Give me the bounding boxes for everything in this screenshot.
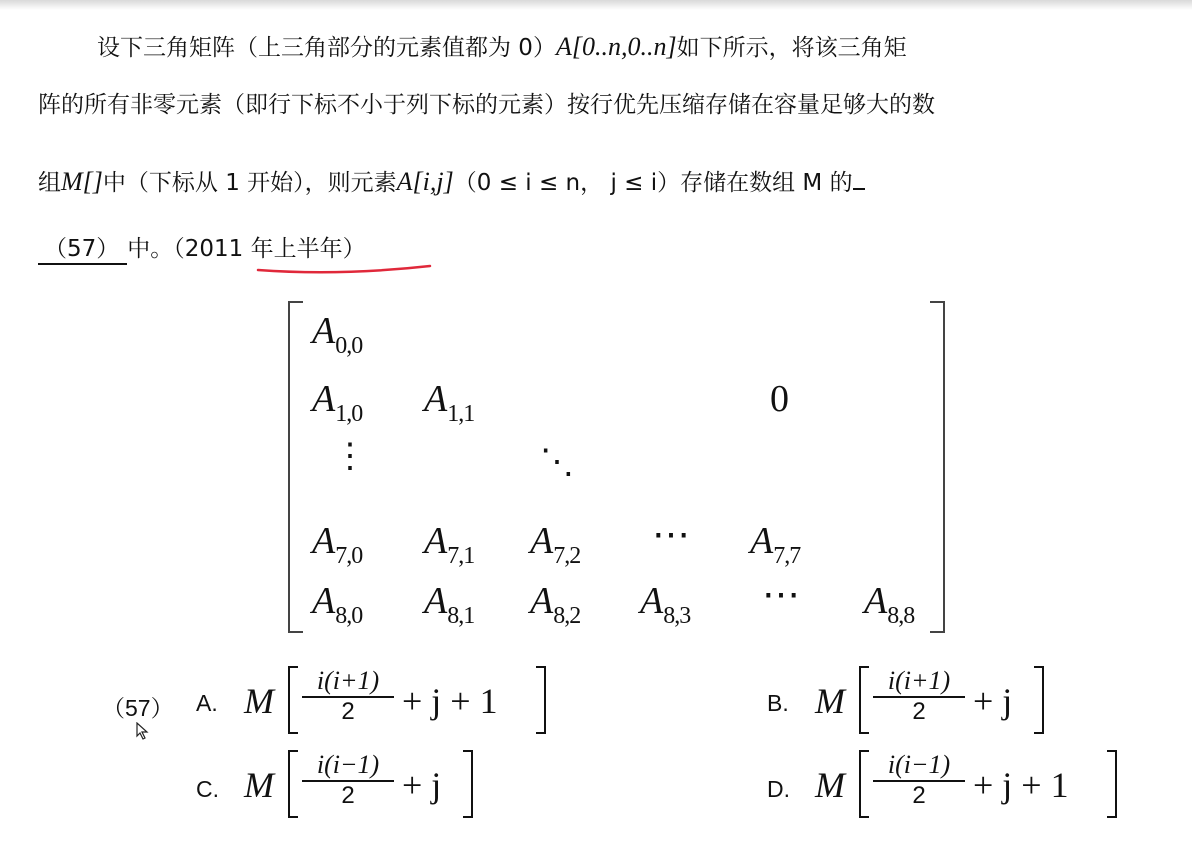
- element-a77: $A_{7,7}$: [750, 520, 801, 569]
- element-a88: $A_{8,8}$: [864, 580, 915, 629]
- element-a82: $A_{8,2}$: [530, 580, 581, 629]
- answer-blank: （57）: [38, 238, 127, 265]
- option-d-right-bracket: [1107, 750, 1117, 818]
- element-notation: A[i,j]: [396, 167, 454, 196]
- option-c-right-bracket: [463, 750, 473, 818]
- option-c-fraction: i(i−1) 2: [302, 750, 394, 810]
- vertical-dots: ⋮: [333, 438, 367, 475]
- option-d-left-bracket: [859, 750, 869, 818]
- line4-tail: 中。: [127, 236, 174, 262]
- option-b-fraction: i(i+1) 2: [873, 666, 965, 726]
- zero-upper: 0: [770, 378, 789, 420]
- mouse-cursor-icon: [136, 722, 150, 740]
- option-d-tail: + j + 1: [973, 765, 1069, 805]
- element-a83: $A_{8,3}$: [640, 580, 691, 629]
- element-a11: $A_{1,1}$: [424, 378, 475, 427]
- option-b-label: B.: [767, 690, 789, 716]
- horizontal-dots-row7: ⋯: [652, 514, 690, 556]
- question-number: （57）: [102, 695, 174, 721]
- line1-tail: 如下所示，将该三角矩: [676, 35, 907, 61]
- element-a72: $A_{7,2}$: [530, 520, 581, 569]
- element-a70: $A_{7,0}$: [312, 520, 363, 569]
- option-c-label: C.: [196, 776, 219, 802]
- year-note: （2011 年上半年）: [173, 236, 366, 262]
- option-b-tail: + j: [973, 681, 1013, 721]
- line3-c: （0 ≤ i ≤ n， j ≤ i）存储在数组 M 的: [453, 170, 853, 196]
- option-a-label: A.: [196, 690, 218, 716]
- option-d-label: D.: [767, 776, 790, 802]
- option-b-left-bracket: [859, 666, 869, 734]
- line3-a: 组: [38, 170, 61, 196]
- option-d-fraction: i(i−1) 2: [873, 750, 965, 810]
- matrix-notation: A[0..n,0..n]: [555, 32, 677, 61]
- option-a-right-bracket: [536, 666, 546, 734]
- element-a10: $A_{1,0}$: [312, 378, 363, 427]
- line1-text: 设下三角矩阵（上三角部分的元素值都为 0）: [97, 35, 556, 61]
- element-a81: $A_{8,1}$: [424, 580, 475, 629]
- option-a-tail: + j + 1: [402, 681, 498, 721]
- option-c-tail: + j: [402, 765, 442, 805]
- element-a80: $A_{8,0}$: [312, 580, 363, 629]
- horizontal-dots-row8: ⋯: [762, 574, 800, 616]
- option-a-fraction: i(i+1) 2: [302, 666, 394, 726]
- option-a-M: M: [244, 681, 274, 721]
- option-c-left-bracket: [288, 750, 298, 818]
- line3-b: 中（下标从 1 开始），则元素: [102, 170, 397, 196]
- array-notation: M[]: [61, 167, 103, 196]
- option-d-M: M: [815, 765, 845, 805]
- element-a71: $A_{7,1}$: [424, 520, 475, 569]
- option-b-right-bracket: [1034, 666, 1044, 734]
- diagonal-dots: ⋱: [540, 444, 574, 481]
- question-line-2: 阵的所有非零元素（即行下标不小于列下标的元素）按行优先压缩存储在容量足够大的数: [38, 92, 935, 118]
- option-b-M: M: [815, 681, 845, 721]
- option-a-left-bracket: [288, 666, 298, 734]
- element-a00: $A_{0,0}$: [312, 310, 363, 359]
- option-c-M: M: [244, 765, 274, 805]
